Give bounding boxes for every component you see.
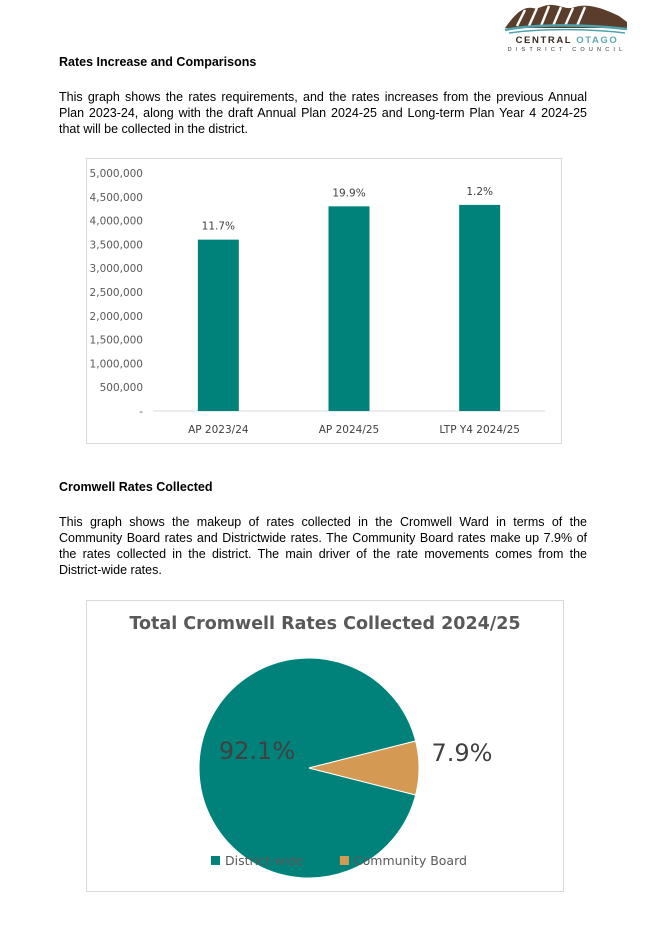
y-tick-label: 4,000,000 [89, 215, 143, 228]
section2-paragraph: This graph shows the makeup of rates collected in the Cromwell Ward in terms of the Community Board rates and Districtwide rates. The Community Board rates make up 7.9% of the rates collected in the district. The main driver of the rate movements comes from the District-wide rates. [59, 515, 587, 577]
legend-label: District-wide [225, 853, 304, 868]
x-tick-label: AP 2024/25 [318, 424, 380, 436]
logo-wordmark [503, 35, 631, 46]
y-tick-label: 3,000,000 [89, 263, 143, 276]
logo-word-central: CENTRAL [515, 35, 573, 46]
bar-1 [198, 240, 239, 411]
pie-chart-svg [87, 601, 563, 891]
y-tick-label: 5,000,000 [89, 168, 143, 180]
section1-paragraph: This graph shows the rates requirements, and the rates increases from the previous Annual Plan 2023-24, along with the draft Annual Plan 2024-25 and Long-term Plan Year 4 2024-25 that will be collected in the district. [59, 90, 587, 136]
y-tick-label: - [139, 406, 143, 418]
hills-logo-icon [503, 2, 631, 34]
y-tick-label: 4,500,000 [89, 191, 143, 204]
bar-2 [329, 206, 370, 411]
section2-heading: Cromwell Rates Collected [59, 480, 213, 494]
pie-title: Total Cromwell Rates Collected 2024/25 [129, 614, 521, 634]
pie-label-community-board: 7.9% [431, 739, 493, 767]
y-tick-label: 1,000,000 [89, 358, 143, 371]
bar-data-label: 19.9% [332, 187, 366, 200]
y-tick-label: 3,500,000 [89, 239, 143, 252]
x-tick-label: AP 2023/24 [188, 424, 249, 436]
section1-heading: Rates Increase and Comparisons [59, 55, 257, 69]
logo-subtitle: DISTRICT COUNCIL [507, 47, 627, 53]
council-logo [503, 2, 631, 52]
bar-data-label: 11.7% [201, 220, 236, 233]
rates-bar-chart [86, 158, 562, 444]
bar-chart-svg [87, 159, 561, 443]
logo-word-otago: OTAGO [576, 35, 619, 46]
y-tick-label: 500,000 [99, 382, 143, 395]
y-tick-label: 2,000,000 [89, 310, 143, 323]
cromwell-pie-chart [86, 600, 564, 892]
legend-swatch [340, 856, 349, 865]
legend-swatch [211, 856, 220, 865]
pie-label-district-wide: 92.1% [218, 737, 296, 765]
y-tick-label: 1,500,000 [89, 334, 143, 347]
bar-3 [459, 205, 500, 411]
legend-label: Community Board [353, 853, 467, 868]
x-tick-label: LTP Y4 2024/25 [439, 424, 520, 436]
y-tick-label: 2,500,000 [89, 287, 143, 299]
bar-data-label: 1.2% [466, 185, 494, 198]
